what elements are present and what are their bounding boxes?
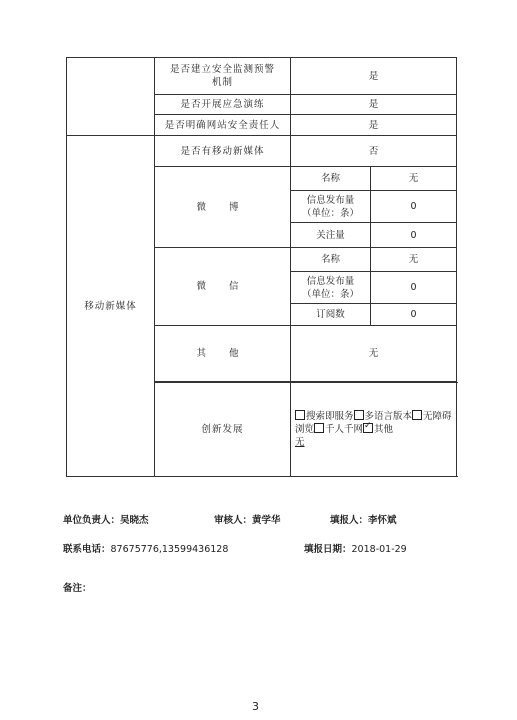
phone [63, 541, 228, 555]
blank-cell [67, 58, 155, 136]
drill-value: 是 [291, 95, 457, 115]
weixin-count-label [291, 272, 371, 304]
weibo-count-label-text: 信息发布量 [306, 194, 355, 206]
weibo-name-label: 名称 [291, 167, 371, 191]
weixin-sub-label: 订阅数 [291, 304, 371, 326]
unit-head-value: 吴晓杰 [120, 515, 149, 526]
owner-label: 是否明确网站安全责任人 [155, 115, 291, 136]
filler-value: 李怀斌 [368, 515, 397, 526]
weixin-label: 微 信 [155, 248, 291, 326]
reviewer-value: 黄学华 [252, 515, 281, 526]
section-innovation-label: 创新发展 [155, 383, 291, 477]
innovation-options [291, 383, 457, 477]
other-text: 无 [295, 437, 305, 448]
weibo-follow-label: 关注量 [291, 223, 371, 248]
report-table [66, 57, 457, 477]
has-media-label: 是否有移动新媒体 [155, 136, 291, 167]
owner-value: 是 [291, 115, 457, 136]
drill-label: 是否开展应急演练 [155, 95, 291, 115]
weixin-name-label: 名称 [291, 248, 371, 272]
option-label: 搜索即服务 [306, 411, 354, 422]
option-label: 千人千网 [325, 424, 364, 435]
page-number: 3 [252, 700, 259, 713]
weibo-count-value: 0 [371, 191, 457, 223]
weibo-label: 微 博 [155, 167, 291, 248]
option-label: 其他 [374, 424, 394, 435]
note-label: 备注： [63, 583, 92, 594]
filler [330, 512, 397, 526]
monitor-value: 是 [291, 58, 457, 95]
reviewer [214, 512, 281, 526]
phone-label: 联系电话： [63, 544, 111, 555]
option-multilang[interactable] [354, 411, 413, 422]
other-label: 其 他 [155, 326, 291, 382]
weixin-sub-value: 0 [371, 304, 457, 326]
weixin-count-unit: （单位：条） [301, 288, 359, 300]
checkbox-checked-icon[interactable] [363, 423, 373, 433]
reviewer-label: 审核人： [214, 515, 253, 526]
monitor-label [155, 58, 291, 95]
option-personalized[interactable] [314, 424, 363, 435]
date-value: 2018-01-29 [351, 544, 407, 555]
weixin-count-value: 0 [371, 272, 457, 304]
weixin-count-label-text: 信息发布量 [306, 275, 355, 287]
report-date [304, 541, 407, 555]
filler-label: 填报人： [330, 515, 369, 526]
weibo-count-unit: （单位：条） [301, 207, 359, 219]
checkbox-icon[interactable] [295, 410, 305, 420]
option-label: 无障碍浏览 [295, 411, 452, 435]
phone-value: 87675776,13599436128 [110, 544, 229, 555]
weixin-name-value: 无 [371, 248, 457, 272]
option-label: 多语言版本 [364, 411, 413, 422]
table-row [67, 58, 457, 95]
option-other[interactable] [363, 424, 393, 435]
table-row [67, 136, 457, 167]
checkbox-icon[interactable] [412, 410, 422, 420]
weibo-name-value: 无 [371, 167, 457, 191]
option-search-service[interactable] [295, 411, 354, 422]
checkbox-icon[interactable] [354, 410, 364, 420]
unit-head-label: 单位负责人： [63, 515, 121, 526]
section-media-label: 移动新媒体 [67, 136, 155, 477]
checkbox-icon[interactable] [314, 423, 324, 433]
has-media-value: 否 [291, 136, 457, 167]
monitor-label-line1: 是否建立安全监测预警 [169, 64, 275, 75]
date-label: 填报日期： [304, 544, 352, 555]
weibo-follow-value: 0 [371, 223, 457, 248]
other-value: 无 [291, 326, 457, 382]
weibo-count-label [291, 191, 371, 223]
unit-head [63, 512, 149, 526]
monitor-label-line2: 机制 [211, 77, 233, 88]
